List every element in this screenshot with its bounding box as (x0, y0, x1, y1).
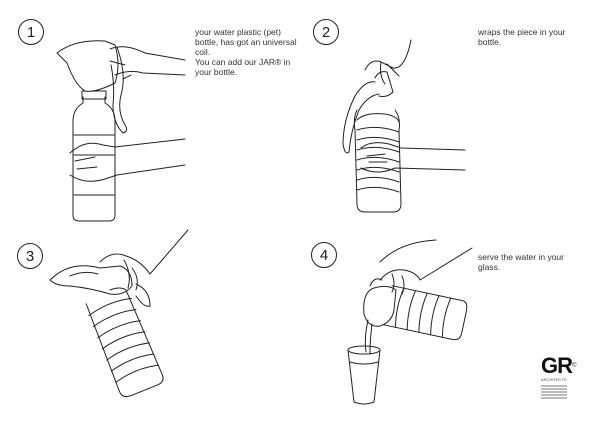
step-1-illustration (55, 35, 195, 225)
step-2-illustration (335, 40, 475, 220)
step-1-line-4: You can add our JAR® in (195, 57, 291, 67)
step-2-line-1: wraps the piece in your (478, 27, 566, 37)
step-3-illustration (40, 230, 200, 400)
step-4-instructions (478, 252, 564, 272)
step-1-line-2: bottle, has got an universal (195, 37, 297, 47)
step-1-instructions (195, 27, 297, 77)
step-4-line-2: glass. (478, 262, 501, 272)
step-4-number: 4 (311, 242, 337, 268)
logo-mark-text: GR (541, 353, 572, 378)
logo-subtitle: ARCHITECTS (541, 377, 567, 382)
step-4-line-1: serve the water in your (478, 252, 564, 262)
logo-fine-print (541, 385, 591, 399)
step-1-line-5: your bottle. (195, 67, 238, 77)
step-1-line-1: your water plastic (pet) (195, 27, 281, 37)
logo-mark (541, 355, 591, 377)
step-3-number: 3 (17, 243, 43, 269)
logo-registered-symbol: © (572, 363, 576, 369)
brand-logo (541, 355, 591, 400)
step-2-instructions (478, 27, 565, 47)
step-4-illustration (340, 228, 480, 408)
step-1-line-3: coil. (195, 47, 211, 57)
step-2-number: 2 (313, 19, 339, 45)
step-1-number: 1 (18, 19, 44, 45)
step-2-line-2: bottle. (478, 37, 502, 47)
